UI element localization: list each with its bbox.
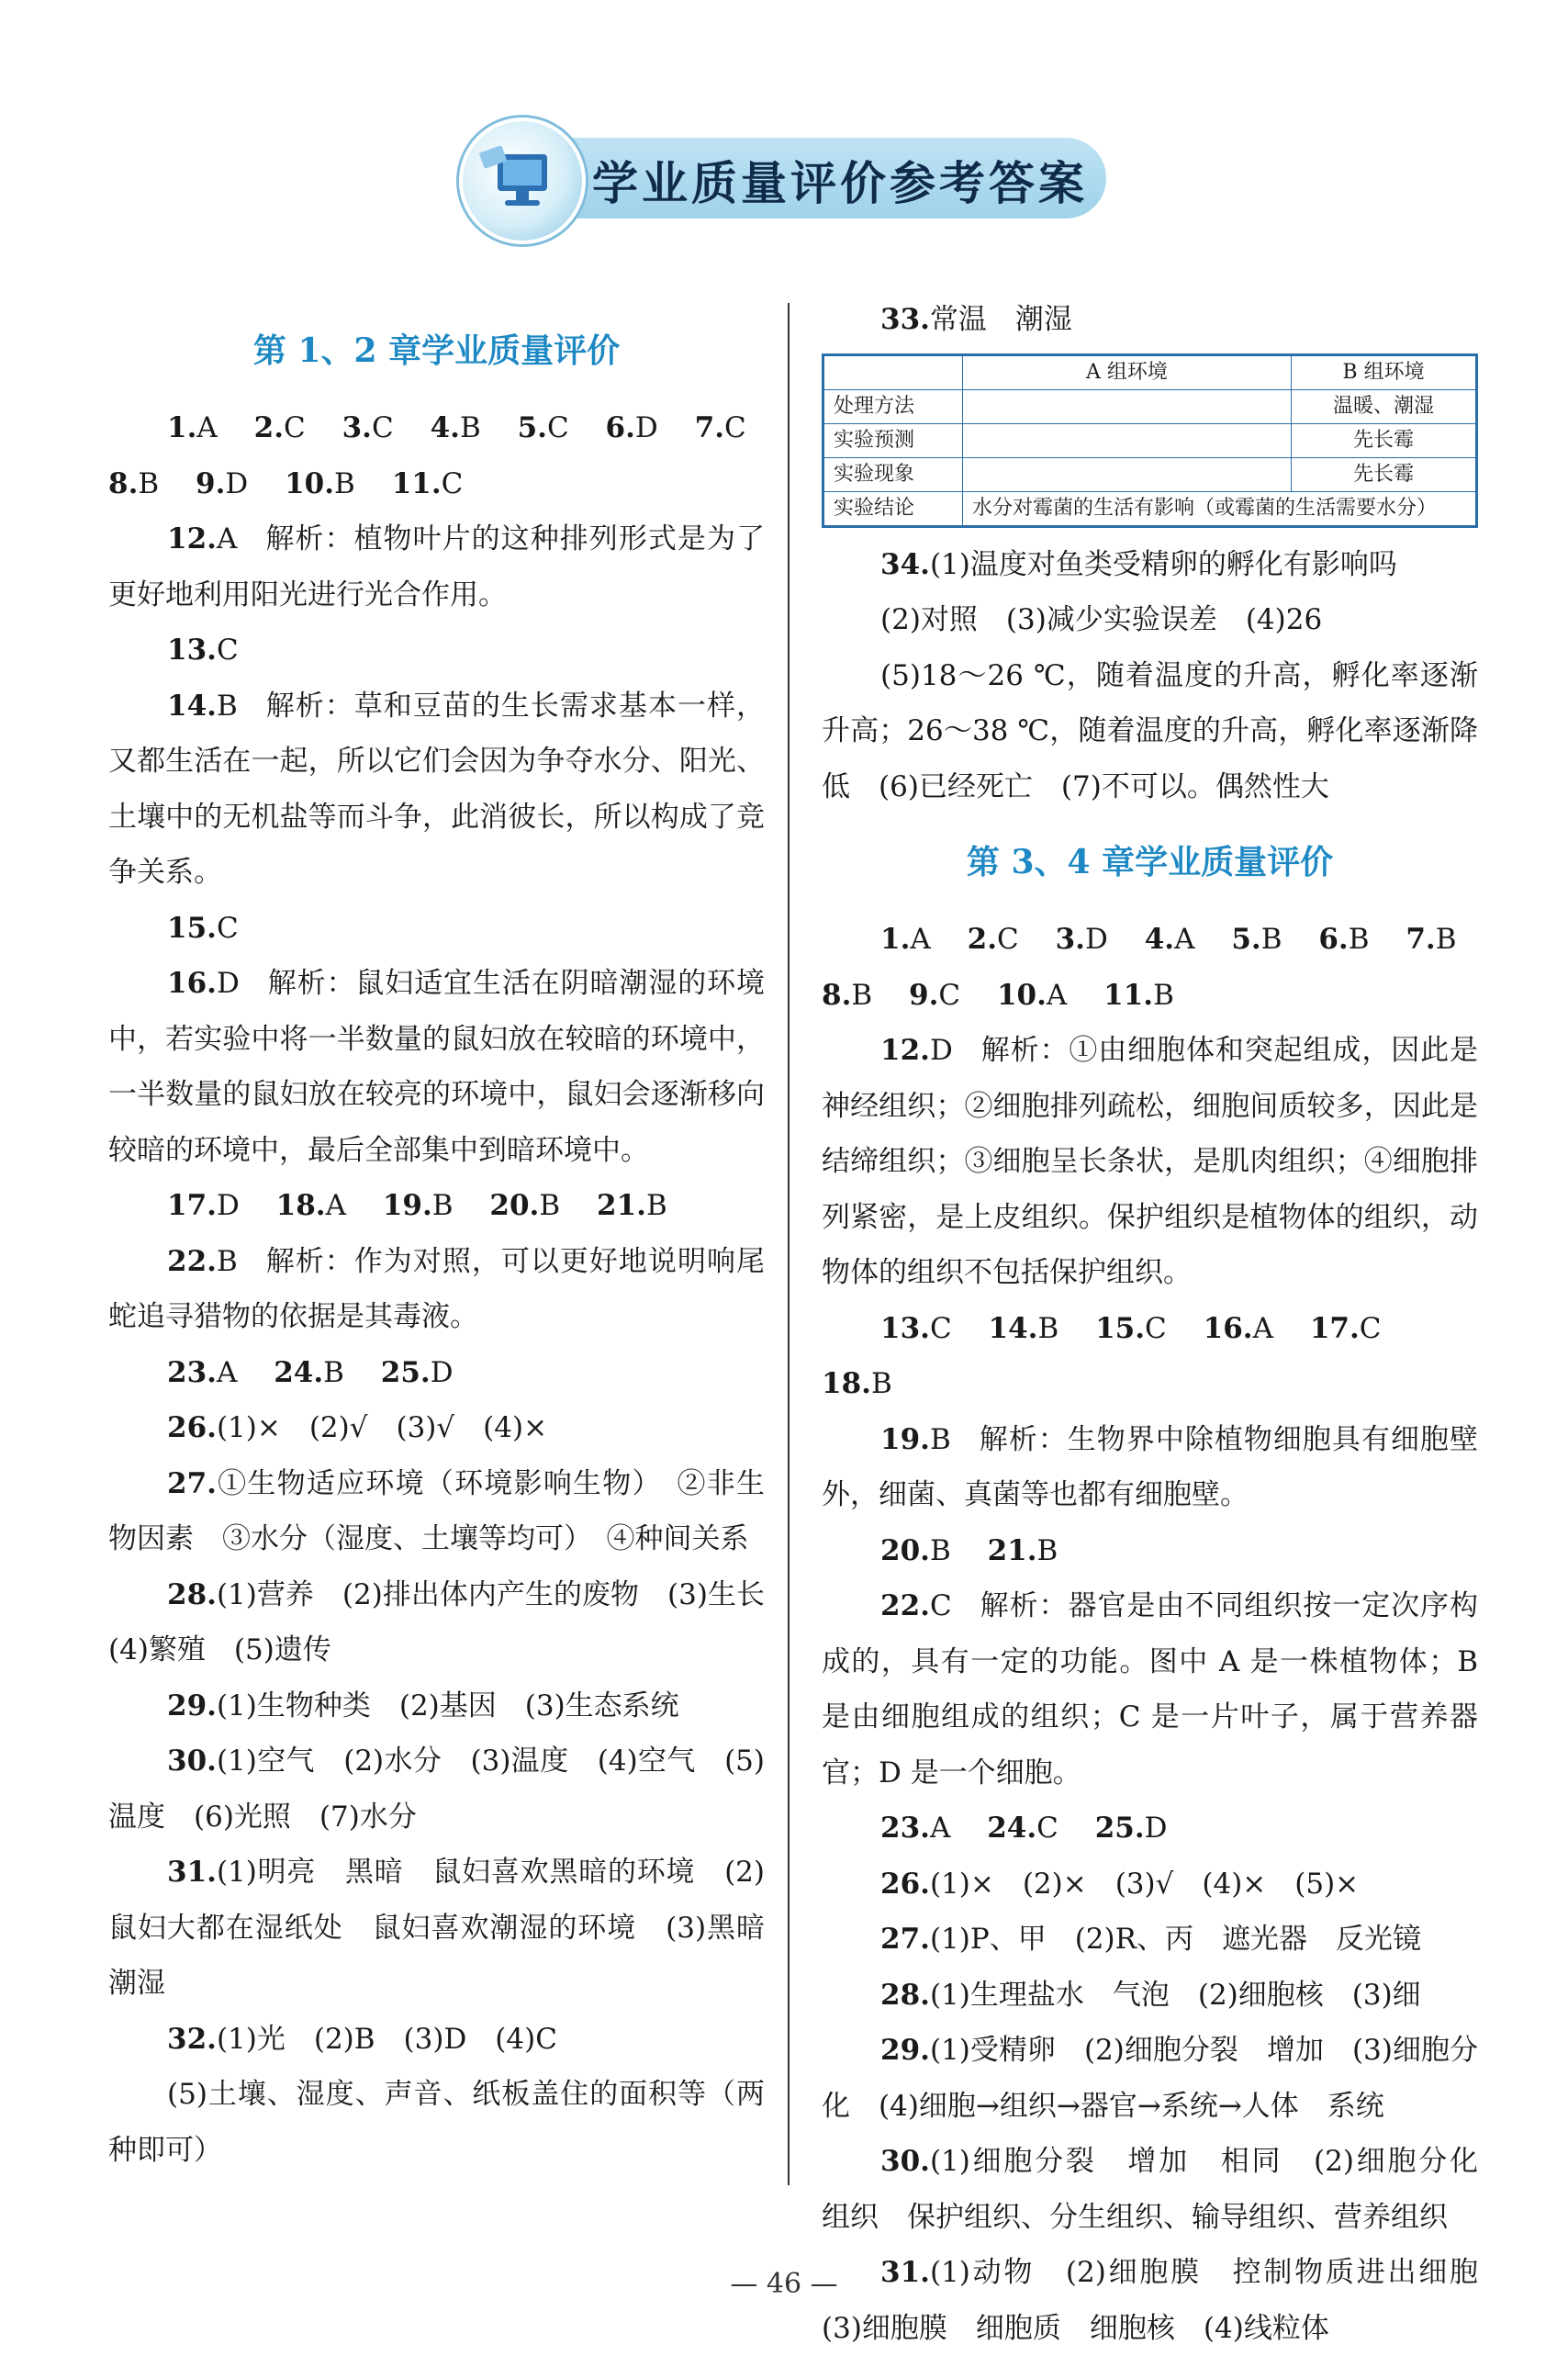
answer-item: 10.B [285,466,355,500]
answer-26: 26.(1)× (2)√ (3)√ (4)× [167,1411,548,1444]
answer-item: 23.A [880,1812,951,1845]
answer-item: 24.C [987,1812,1058,1845]
answer-13: 13.C [167,634,239,667]
answer-item: 17.C [1309,1311,1382,1345]
answer-item: 9.D [196,466,249,500]
answer-item: 1.A [167,411,218,444]
answer-item: 7.B [1406,923,1457,956]
answer-31: 31.(1)动物 (2)细胞膜 控制物质进出细胞 (3)细胞膜 细胞质 细胞核 (4)线粒体 [822,2256,1506,2345]
answer-item: 10.A [996,978,1068,1012]
answer-item: 21.B [597,1189,667,1222]
answer-14: 14.B 解析：草和豆苗的生长需求基本一样，又都生活在一起，所以它们会因为争夺水分、阳光、土壤中的无机盐等而斗争，此消彼长，所以构成了竞争关系。 [108,689,765,889]
answer-33: 33.常温 潮湿 [880,303,1072,336]
answer-29: 29.(1)生物种类 (2)基因 (3)生态系统 [167,1688,679,1722]
answer-30: 30.(1)空气 (2)水分 (3)温度 (4)空气 (5)温度 (6)光照 (7)水分 [108,1745,765,1834]
experiment-table [822,353,1478,528]
answer-12: 12.D 解析：①由细胞体和突起组成，因此是神经组织；②细胞排列疏松，细胞间质较多，因此是结缔组织；③细胞呈长条状，是肌肉组织；④细胞排列紧密，是上皮组织。保护组织是植物体的组织，动物体的组织不包括保护组织。 [822,1034,1478,1289]
answer-item: 11.B [1103,978,1174,1012]
answer-row [822,968,1478,1024]
answer-28: 28.(1)营养 (2)排出体内产生的废物 (3)生长 (4)繁殖 (5)遗传 [108,1577,793,1666]
answer-item: 17.D [167,1189,240,1222]
answer-row [108,456,765,512]
answer-item: 4.B [430,411,481,444]
answer-22: 22.C 解析：器官是由不同组织按一定次序构成的，具有一定的功能。图中 A 是一株植物体；B 是由细胞组成的组织；C 是一片叶子，属于营养器官；D 是一个细胞。 [822,1589,1478,1789]
answer-row [108,1178,765,1234]
answer-item: 24.B [274,1355,344,1389]
answer-item: 20.B [880,1533,951,1567]
answer-row [108,400,765,456]
answer-item: 2.C [253,411,306,444]
answer-row [822,1523,1478,1579]
answer-27: 27.(1)P、甲 (2)R、丙 遮光器 反光镜 [880,1923,1421,1956]
table-header-row: A 组环境 B 组环境 [823,354,1477,389]
answer-28: 28.(1)生理盐水 气泡 (2)细胞核 (3)细 [880,1978,1421,2012]
right-column [822,303,1506,2356]
page-number: — 46 — [730,2268,838,2300]
answer-12: 12.A 解析：植物叶片的这种排列形式是为了更好地利用阳光进行光合作用。 [108,522,765,611]
answer-item: 8.B [822,978,873,1012]
answer-30: 30.(1)细胞分裂 增加 相同 (2)细胞分化 组织 保护组织、分生组织、输导组织、营养组织 [822,2145,1506,2234]
table-row: 实验现象 先长霉 [823,457,1477,491]
answer-item: 9.C [909,978,961,1012]
answer-item: 5.B [1231,923,1282,956]
answer-22: 22.B 解析：作为对照，可以更好地说明响尾蛇追寻猎物的依据是其毒液。 [108,1244,765,1333]
answer-row [108,1345,765,1401]
answer-32: 32.(1)光 (2)B (3)D (4)C [167,2022,557,2056]
answer-item: 7.C [694,411,746,444]
answer-item: 25.D [1094,1812,1168,1845]
answer-16: 16.D 解析：鼠妇适宜生活在阴暗潮湿的环境中，若实验中将一半数量的鼠妇放在较暗的环境中，一半数量的鼠妇放在较亮的环境中，鼠妇会逐渐移向较暗的环境中，最后全部集中到暗环境中。 [108,967,765,1167]
answer-row [822,912,1478,968]
answer-34-part2: (2)对照 (3)减少实验误差 (4)26 [880,603,1323,636]
left-column [108,303,793,2178]
answer-item: 5.C [517,411,569,444]
answer-19: 19.B 解析：生物界中除植物细胞具有细胞壁外，细菌、真菌等也都有细胞壁。 [822,1422,1478,1511]
page-title: 学业质量评价参考答案 [592,157,1088,210]
answer-item: 14.B [988,1311,1059,1345]
answer-row [822,1301,1478,1412]
answer-item: 16.A [1203,1311,1273,1345]
answer-item: 1.A [880,923,931,956]
answer-item: 6.D [605,411,658,444]
answer-15: 15.C [167,911,239,945]
answer-item: 21.B [987,1533,1058,1567]
section-title-ch1-2: 第 1、2 章学业质量评价 [252,331,621,370]
answer-31: 31.(1)明亮 黑暗 鼠妇喜欢黑暗的环境 (2)鼠妇大都在湿纸处 鼠妇喜欢潮湿的环境 (3)黑暗潮湿 [108,1856,765,2000]
answer-item: 15.C [1095,1311,1167,1345]
answer-item: 2.C [967,923,1019,956]
table-row: 实验结论 水分对霉菌的生活有影响（或霉菌的生活需要水分） [823,491,1477,526]
answer-29: 29.(1)受精卵 (2)细胞分裂 增加 (3)细胞分化 (4)细胞→组织→器官→系统→人体 系统 [822,2034,1478,2123]
answer-item: 18.B [822,1367,892,1400]
answer-34-part3: (5)18～26 ℃，随着温度的升高，孵化率逐渐升高；26～38 ℃，随着温度的升高，孵化率逐渐降低 (6)已经死亡 (7)不可以。偶然性大 [822,658,1478,803]
answer-item: 13.C [880,1311,952,1345]
computer-icon [459,118,586,244]
answer-row [822,1801,1478,1857]
table-row: 实验预测 先长霉 [823,423,1477,457]
answer-item: 20.B [489,1189,561,1222]
answer-item: 3.D [1055,923,1108,956]
answer-item: 4.A [1144,923,1195,956]
answer-item: 23.A [167,1355,238,1389]
answer-26: 26.(1)× (2)× (3)√ (4)× (5)× [880,1867,1360,1901]
answer-item: 19.B [382,1189,454,1222]
answer-27: 27.①生物适应环境（环境影响生物） ②非生物因素 ③水分（湿度、土壤等均可） ④种间关系 [108,1466,765,1555]
column-divider [788,303,790,2185]
answer-item: 6.B [1318,923,1370,956]
answer-item: 25.D [380,1355,454,1389]
answer-item: 11.C [391,466,464,500]
answer-32-cont: (5)土壤、湿度、声音、纸板盖住的面积等（两种即可） [108,2078,765,2167]
section-title-ch3-4: 第 3、4 章学业质量评价 [966,843,1334,881]
answer-34: 34.(1)温度对鱼类受精卵的孵化有影响吗 [880,547,1397,581]
answer-item: 8.B [108,466,160,500]
answer-item: 18.A [275,1189,346,1222]
table-row: 处理方法 温暖、潮湿 [823,389,1477,423]
answer-item: 3.C [342,411,394,444]
